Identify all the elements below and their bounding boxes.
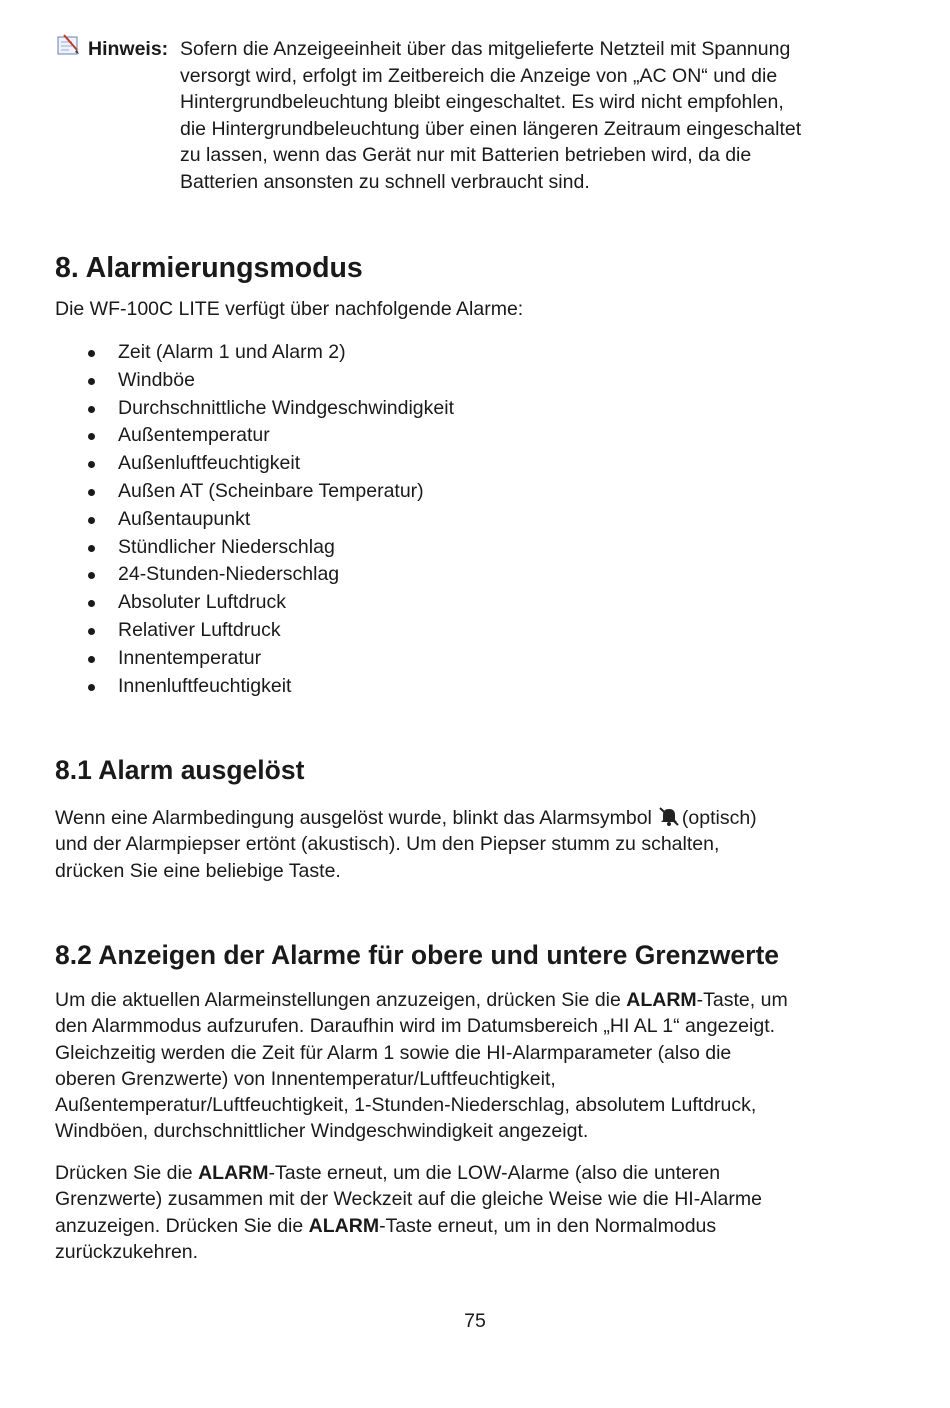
bullet-icon [88,433,95,440]
alarm-bell-icon [658,805,680,827]
list-item: 24-Stunden-Niederschlag [55,561,454,589]
note-pencil-icon [57,34,81,56]
list-item: Außentemperatur [55,422,454,450]
hint-line: die Hintergrundbeleuchtung über einen längeren Zeitraum eingeschaltet [180,117,802,140]
bullet-icon [88,517,95,524]
bullet-icon [88,406,95,413]
list-item: Außenluftfeuchtigkeit [55,450,454,478]
bullet-icon [88,461,95,468]
section-8-1-heading: 8.1 Alarm ausgelöst [55,755,305,785]
hint-line: zu lassen, wenn das Gerät nur mit Batterien betrieben wird, da die [180,144,752,166]
bullet-icon [88,378,95,385]
list-item: Außen AT (Scheinbare Temperatur) [55,478,454,506]
list-item: Zeit (Alarm 1 und Alarm 2) [55,339,454,367]
list-item: Innentemperatur [55,645,454,673]
bullet-icon [88,489,95,496]
alarm-key-label: ALARM [198,1162,269,1184]
list-item: Außentaupunkt [55,506,454,534]
bullet-icon [88,600,95,607]
list-item: Innenluftfeuchtigkeit [55,673,454,701]
section-8-heading: 8. Alarmierungsmodus [55,252,363,284]
bullet-icon [88,545,95,552]
section-8-intro: Die WF-100C LITE verfügt über nachfolgende Alarme: [55,298,524,320]
hint-line: Batterien ansonsten zu schnell verbraucht sind. [180,170,590,193]
bullet-icon [88,350,95,357]
list-item: Absoluter Luftdruck [55,589,454,617]
section-8-2-paragraph-1: Um die aktuellen Alarmeinstellungen anzuzeigen, drücken Sie die ALARM-Taste, um den Alarmmodus aufzurufen. Daraufhin wird im Datumsbereich „HI AL 1“ angezeigt. Gleichzeitig werden die Zeit für Alarm 1 sowie die HI-Alarmparameter (also die oberen Grenzwerte) von Innentemperatur/Luftfeuchtigkeit, Außentemperatur/Luftfeuchtigkeit, 1-Stunden-Niederschlag, absolutem Luftdruck, Windböen, durchschnittlicher Windgeschwindigkeit angezeigt. [55,989,788,1143]
alarm-key-label: ALARM [626,989,697,1011]
hint-label: Hinweis: [88,38,169,60]
hint-line: Hintergrundbeleuchtung bleibt eingeschaltet. Es wird nicht empfohlen, [180,91,784,113]
hint-line: Sofern die Anzeigeeinheit über das mitgelieferte Netzteil mit Spannung [180,38,791,60]
alarm-list [55,339,454,700]
section-8-2-paragraph-2: Drücken Sie die ALARM-Taste erneut, um die LOW-Alarme (also die unteren Grenzwerte) zusammen mit der Weckzeit auf die gleiche Weise wie die HI-Alarme anzuzeigen. Drücken Sie die ALARM-Taste erneut, um in den Normalmodus zurückzukehren. [55,1162,762,1263]
bullet-icon [88,684,95,691]
bullet-icon [88,656,95,663]
page-number: 75 [464,1310,486,1332]
list-item: Durchschnittliche Windgeschwindigkeit [55,395,454,423]
list-item: Stündlicher Niederschlag [55,534,454,562]
alarm-key-label: ALARM [308,1214,380,1237]
list-item: Relativer Luftdruck [55,617,454,645]
bullet-icon [88,628,95,635]
section-8-1-paragraph: Wenn eine Alarmbedingung ausgelöst wurde, blinkt das Alarmsymbol (optisch) und der Alarmpiepser ertönt (akustisch). Um den Piepser stumm zu schalten, drücken Sie eine beliebige Taste. [55,807,757,882]
list-item: Windböe [55,367,454,395]
hint-line: versorgt wird, erfolgt im Zeitbereich die Anzeige von „AC ON“ und die [180,64,778,87]
bullet-icon [88,572,95,579]
section-8-2-heading: 8.2 Anzeigen der Alarme für obere und untere Grenzwerte [55,940,780,970]
hint-text [180,36,880,195]
